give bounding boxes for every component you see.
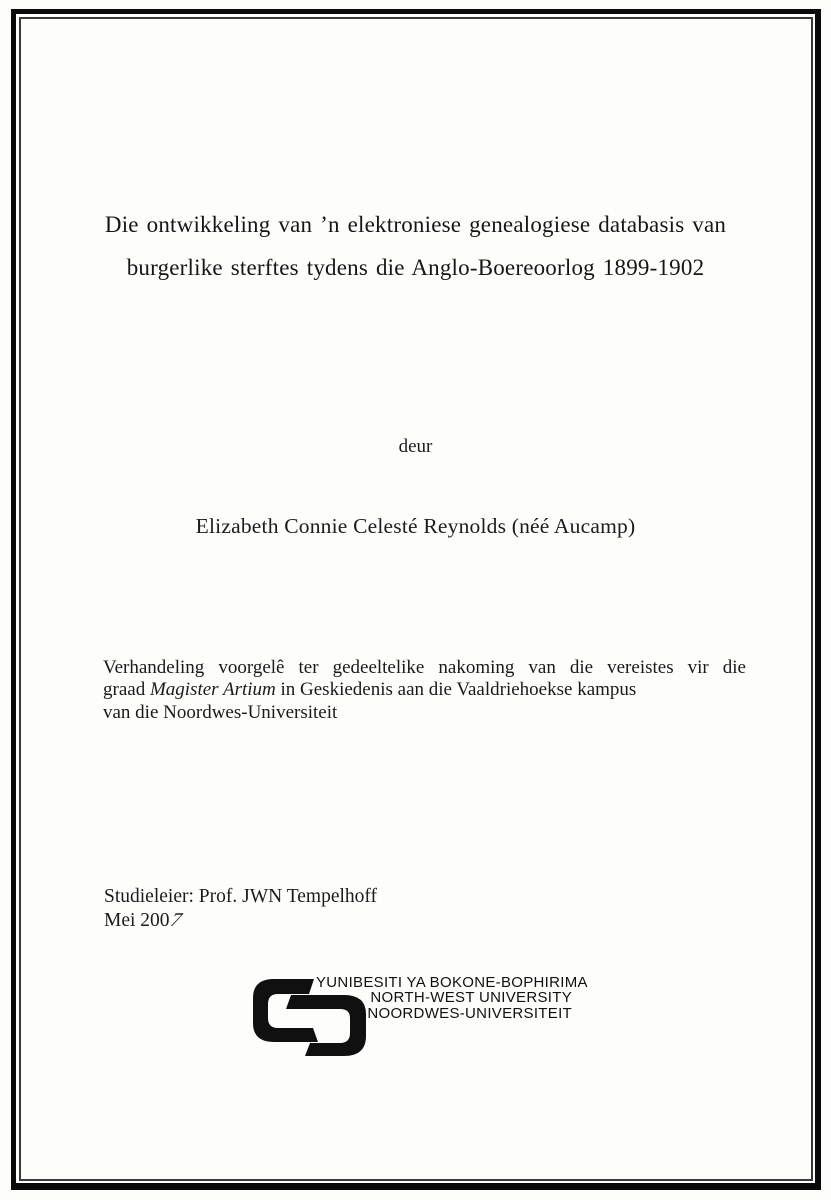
statement-line2-prefix: graad (103, 679, 150, 701)
thesis-title (0, 203, 831, 289)
statement-line2-suffix: in Geskiedenis aan die Vaaldriehoekse kampus (275, 679, 637, 701)
submission-statement-line-3: van die Noordwes-Universiteit (103, 701, 338, 723)
date-prefix: Mei 200 (104, 909, 170, 931)
logo-text-setswana: YUNIBESITI YA BOKONE-BOPHIRIMA (316, 974, 588, 991)
byline: deur (398, 436, 433, 457)
date-line (104, 909, 377, 933)
supervisor-and-date (104, 885, 377, 932)
thesis-title-line-1: Die ontwikkeling van ’n elektroniese genealogiese databasis van (104, 212, 727, 237)
supervisor-line: Studieleier: Prof. JWN Tempelhoff (104, 886, 378, 907)
submission-statement (103, 657, 746, 724)
thesis-title-line-2: burgerlike sterftes tydens die Anglo-Boereoorlog 1899-1902 (126, 255, 705, 280)
degree-name: Magister Artium (149, 679, 276, 701)
logo-text-afrikaans: NOORDWES-UNIVERSITEIT (367, 1004, 572, 1022)
submission-statement-line-1: Verhandeling voorgelê ter gedeeltelike nakoming van die vereistes vir die (103, 657, 746, 678)
author-name: Elizabeth Connie Celesté Reynolds (néé Aucamp) (195, 514, 636, 538)
submission-statement-line-2 (103, 679, 746, 701)
nwu-logo (252, 968, 588, 1063)
date-digit: 7 (165, 909, 186, 931)
nwu-logo-text (316, 974, 588, 1022)
logo-text-english: NORTH-WEST UNIVERSITY (370, 989, 572, 1007)
